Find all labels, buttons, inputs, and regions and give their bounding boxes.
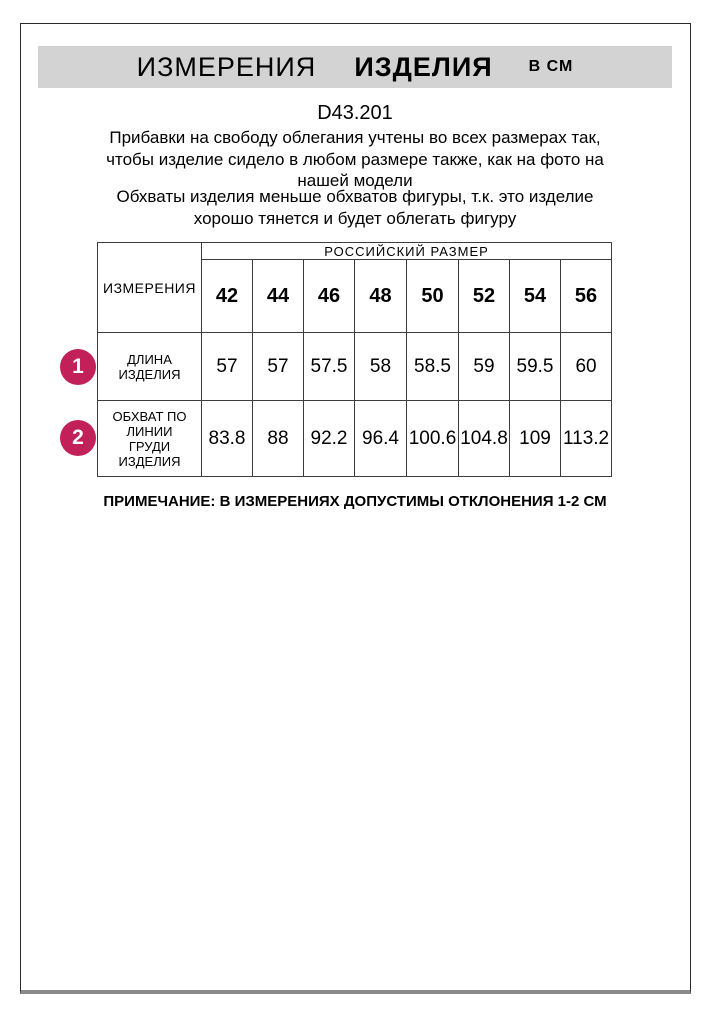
row-label-cell	[98, 401, 202, 477]
table-row-chest	[98, 401, 612, 477]
intro-paragraph-stretch: Обхваты изделия меньше обхватов фигуры, т.к. это изделие хорошо тянется и будет облегать фигуру	[116, 187, 594, 228]
size-group-header-cell: РОССИЙСКИЙ РАЗМЕР	[202, 243, 612, 260]
size-header-cell: 42	[202, 260, 253, 333]
value-cell: 57	[202, 333, 253, 401]
value-cell: 92.2	[304, 401, 355, 477]
measurements-table	[97, 242, 612, 477]
row-label-text: ОБХВАТ ПО ЛИНИИ ГРУДИ ИЗДЕЛИЯ	[112, 408, 187, 469]
row-marker-1-number: 1	[72, 355, 84, 378]
size-header-cell: 56	[561, 260, 612, 333]
note-text: ПРИМЕЧАНИЕ: В ИЗМЕРЕНИЯХ ДОПУСТИМЫ ОТКЛОНЕНИЯ 1-2 СМ	[103, 493, 607, 510]
value-cell: 57	[253, 333, 304, 401]
value-cell: 57.5	[304, 333, 355, 401]
size-header-cell: 46	[304, 260, 355, 333]
table-row-length	[98, 333, 612, 401]
value-cell: 88	[253, 401, 304, 477]
title-measurements: ИЗМЕРЕНИЯ	[136, 51, 317, 82]
title-units: В СМ	[528, 58, 574, 75]
value-cell: 100.6	[407, 401, 459, 477]
size-header-cell: 48	[355, 260, 407, 333]
size-header-cell: 50	[407, 260, 459, 333]
size-header-cell: 52	[459, 260, 510, 333]
row-marker-2	[60, 420, 96, 456]
model-code: D43.201	[317, 102, 393, 124]
value-cell: 109	[510, 401, 561, 477]
corner-header-cell: ИЗМЕРЕНИЯ	[98, 243, 202, 333]
value-cell: 58.5	[407, 333, 459, 401]
value-cell: 96.4	[355, 401, 407, 477]
size-header-cell: 54	[510, 260, 561, 333]
row-label-cell	[98, 333, 202, 401]
title-product: ИЗДЕЛИЯ	[354, 51, 493, 82]
size-header-cell: 44	[253, 260, 304, 333]
intro-paragraph-fit: Прибавки на свободу облегания учтены во всех размерах так, чтобы изделие сидело в любом размере также, как на фото на нашей модели	[106, 128, 604, 190]
page-border	[20, 23, 691, 994]
row-marker-2-number: 2	[72, 426, 84, 449]
value-cell: 113.2	[561, 401, 612, 477]
title-bar	[38, 46, 672, 88]
row-label-text: ДЛИНА ИЗДЕЛИЯ	[118, 351, 181, 382]
value-cell: 104.8	[459, 401, 510, 477]
value-cell: 59.5	[510, 333, 561, 401]
value-cell: 60	[561, 333, 612, 401]
value-cell: 83.8	[202, 401, 253, 477]
row-marker-1	[60, 349, 96, 385]
table-group-header-row	[98, 243, 612, 260]
value-cell: 59	[459, 333, 510, 401]
value-cell: 58	[355, 333, 407, 401]
